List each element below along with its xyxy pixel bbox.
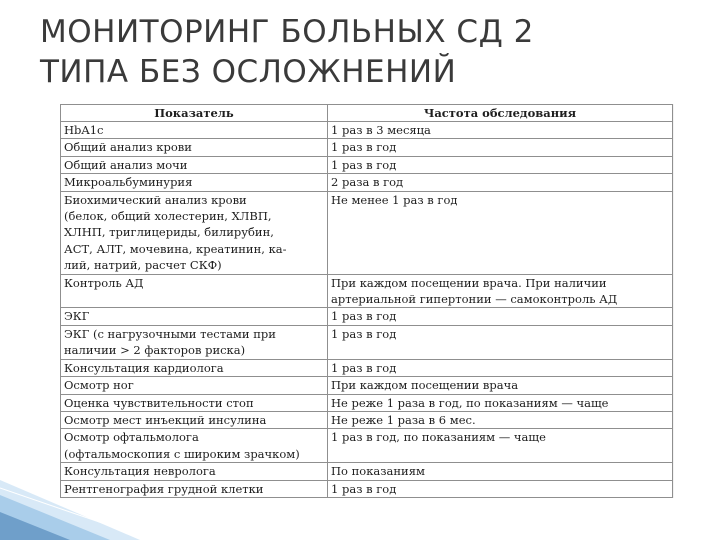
slide-title-line-2: ТИПА БЕЗ ОСЛОЖНЕНИЙ bbox=[40, 54, 457, 90]
frequency-cell: 1 раз в 3 месяца bbox=[328, 122, 673, 139]
indicator-cell: HbA1c bbox=[61, 122, 328, 139]
slide-title bbox=[40, 12, 680, 92]
table-row bbox=[61, 463, 673, 480]
indicator-cell: Микроальбуминурия bbox=[61, 174, 328, 191]
table-row bbox=[61, 156, 673, 173]
table-row bbox=[61, 174, 673, 191]
frequency-cell: 1 раз в год bbox=[328, 480, 673, 497]
frequency-cell: Не реже 1 раза в 6 мес. bbox=[328, 411, 673, 428]
frequency-cell: Не менее 1 раз в год bbox=[328, 191, 673, 274]
indicator-cell: Общий анализ мочи bbox=[61, 156, 328, 173]
table-row bbox=[61, 191, 673, 274]
frequency-cell: 2 раза в год bbox=[328, 174, 673, 191]
indicator-cell: Рентгенография грудной клетки bbox=[61, 480, 328, 497]
monitoring-table-container bbox=[60, 104, 674, 498]
indicator-cell: Осмотр ног bbox=[61, 377, 328, 394]
frequency-cell: 1 раз в год bbox=[328, 359, 673, 376]
frequency-cell: Не реже 1 раза в год, по показаниям — чаще bbox=[328, 394, 673, 411]
indicator-cell: Осмотр мест инъекций инсулина bbox=[61, 411, 328, 428]
table-row bbox=[61, 139, 673, 156]
table-row bbox=[61, 394, 673, 411]
indicator-cell: ЭКГ bbox=[61, 308, 328, 325]
table-row bbox=[61, 480, 673, 497]
indicator-cell: Контроль АД bbox=[61, 274, 328, 308]
table-row bbox=[61, 377, 673, 394]
frequency-cell: 1 раз в год bbox=[328, 325, 673, 359]
frequency-cell: 1 раз в год bbox=[328, 308, 673, 325]
indicator-cell: Биохимический анализ крови (белок, общий холестерин, ХЛВП, ХЛНП, триглицериды, билирубин, АСТ, АЛТ, мочевина, креатинин, ка- лий, натрий, расчет СКФ) bbox=[61, 191, 328, 274]
header-frequency: Частота обследования bbox=[328, 105, 673, 122]
header-indicator: Показатель bbox=[61, 105, 328, 122]
table-row bbox=[61, 359, 673, 376]
frequency-cell: При каждом посещении врача. При наличии артериальной гипертонии — самоконтроль АД bbox=[328, 274, 673, 308]
indicator-cell: Консультация кардиолога bbox=[61, 359, 328, 376]
table-row bbox=[61, 308, 673, 325]
frequency-cell: 1 раз в год, по показаниям — чаще bbox=[328, 429, 673, 463]
frequency-cell: По показаниям bbox=[328, 463, 673, 480]
indicator-cell: Консультация невролога bbox=[61, 463, 328, 480]
slide-title-line-1: МОНИТОРИНГ БОЛЬНЫХ СД 2 bbox=[40, 14, 534, 50]
frequency-cell: При каждом посещении врача bbox=[328, 377, 673, 394]
table-row bbox=[61, 325, 673, 359]
table-header-row bbox=[61, 105, 673, 122]
frequency-cell: 1 раз в год bbox=[328, 156, 673, 173]
frequency-cell: 1 раз в год bbox=[328, 139, 673, 156]
table-row bbox=[61, 411, 673, 428]
indicator-cell: ЭКГ (с нагрузочными тестами при наличии > 2 факторов риска) bbox=[61, 325, 328, 359]
monitoring-table bbox=[60, 104, 673, 498]
indicator-cell: Оценка чувствительности стоп bbox=[61, 394, 328, 411]
indicator-cell: Осмотр офтальмолога (офтальмоскопия с широким зрачком) bbox=[61, 429, 328, 463]
table-row bbox=[61, 429, 673, 463]
table-row bbox=[61, 274, 673, 308]
table-row bbox=[61, 122, 673, 139]
indicator-cell: Общий анализ крови bbox=[61, 139, 328, 156]
